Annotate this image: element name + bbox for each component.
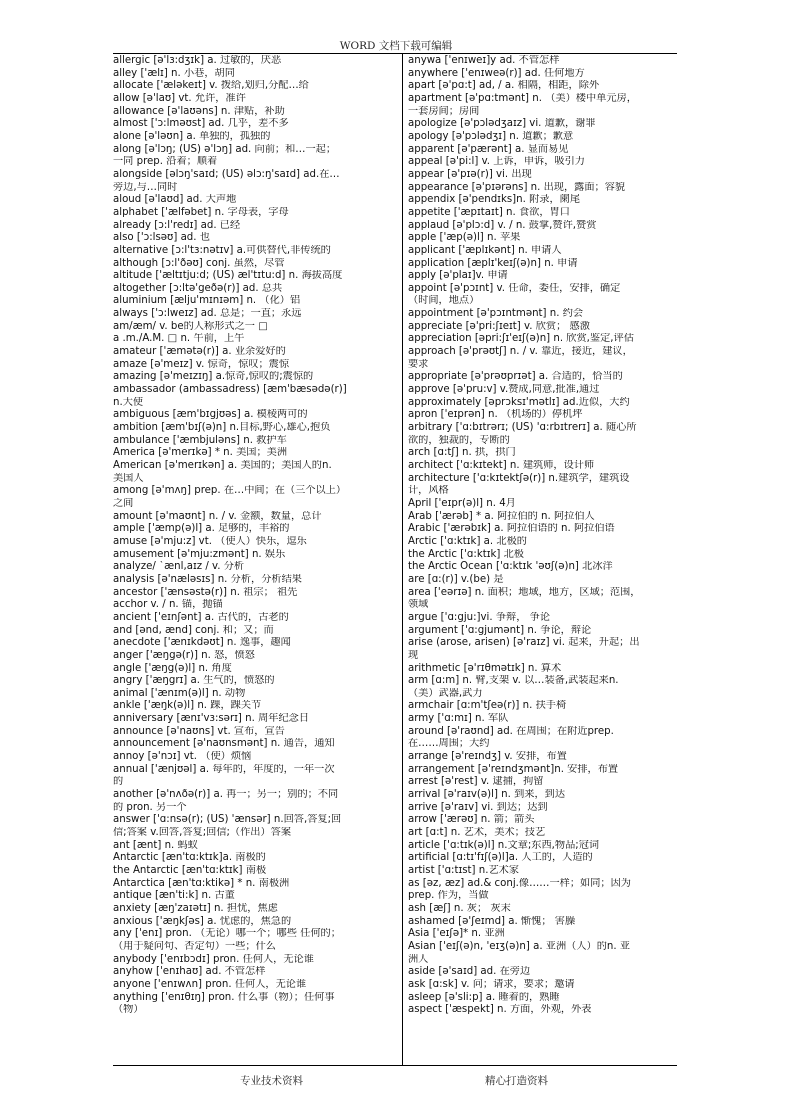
entry-line: ambiguous [æm'bɪgjʊəs] a. 模棱两可的 xyxy=(113,409,308,421)
entry-line: alphabet ['ælfəbet] n. 字母表，字母 xyxy=(113,206,289,218)
entry-line: arbitrary ['ɑ:bɪtrərɪ; (US) 'ɑ:rbɪtrerɪ] a. 随心所 xyxy=(408,422,637,434)
entry-line: amuse [ə'mju:z] vt. （使人）快乐，逗乐 xyxy=(113,535,307,547)
entry-line: article ['ɑ:tɪk(ə)l] n.文章;东西,物品;冠词 xyxy=(408,839,600,851)
entry-line: aloud [ə'laʊd] ad. 大声地 xyxy=(113,194,237,206)
entry-line: ancient ['eɪnʃənt] a. 古代的，古老的 xyxy=(113,611,289,623)
entry-line: 要求 xyxy=(408,358,429,370)
entry-line: appropriate [ə'prəʊprɪət] a. 合适的，恰当的 xyxy=(408,371,623,383)
entry-line: ambassador (ambassadress) [æm'bæsədə(r)] xyxy=(113,384,347,396)
entry-line: announcement [ə'naʊnsmənt] n. 通告，通知 xyxy=(113,738,335,750)
right-column xyxy=(408,55,676,1017)
entry-line: approach [ə'prəʊtʃ] n. / v. 靠近，接近，建议， xyxy=(408,346,633,358)
entry-line: amateur ['æmətə(r)] a. 业余爱好的 xyxy=(113,346,286,358)
entry-line: appointment [ə'pɔɪntmənt] n. 约会 xyxy=(408,308,584,320)
entry-line: 的 pron. 另一个 xyxy=(113,801,187,813)
entry-line: arrow ['ærəʊ] n. 箭；箭头 xyxy=(408,814,535,826)
entry-line: 领域 xyxy=(408,599,429,611)
entry-line: are [ɑ:(r)] v.(be) 是 xyxy=(408,573,504,585)
entry-line: arrive [ə'raɪv] vi. 到达；达到 xyxy=(408,801,548,813)
entry-line: announce [ə'naʊns] vt. 宣布，宣告 xyxy=(113,725,285,737)
entry-line: apartment [ə'pɑ:tmənt] n. （美）楼中单元房， xyxy=(408,92,637,104)
entry-line: argue ['ɑ:gju:]vi. 争辩， 争论 xyxy=(408,611,551,623)
entry-line: 一套房间；房间 xyxy=(408,105,480,117)
entry-line: and [ənd, ænd] conj. 和；又；而 xyxy=(113,624,274,636)
entry-line: as [əz, æz] ad.& conj.像……一样；如同；因为 xyxy=(408,877,631,889)
entry-line: applicant ['æplɪkənt] n. 申请人 xyxy=(408,244,562,256)
entry-line: Antarctica [æn'tɑ:ktikə] * n. 南极洲 xyxy=(113,877,290,889)
entry-line: applaud [ə'plɔ:d] v. / n. 鼓掌,赞许,赞赏 xyxy=(408,219,597,231)
entry-line: anyone ['enɪwʌn] pron. 任何人，无论谁 xyxy=(113,978,307,990)
entry-line: anniversary [ænɪ'vɜ:sərɪ] n. 周年纪念日 xyxy=(113,713,310,725)
entry-line: ambulance ['æmbjuləns] n. 救护车 xyxy=(113,434,287,446)
entry-line: ankle ['æŋk(ə)l] n. 踝，踝关节 xyxy=(113,700,262,712)
entry-line: amusement [ə'mju:zmənt] n. 娱乐 xyxy=(113,548,286,560)
entry-line: analysis [ə'næləsɪs] n. 分析，分析结果 xyxy=(113,573,302,585)
entry-line: ash [æʃ] n. 灰； 灰末 xyxy=(408,902,511,914)
entry-line: American [ə'merɪkən] a. 美国的；美国人的n. xyxy=(113,460,332,471)
entry-line: anybody ['enɪbɔdɪ] pron. 任何人，无论谁 xyxy=(113,953,314,965)
entry-line: appoint [ə'pɔɪnt] v. 任命，委任，安排，确定 xyxy=(408,282,621,294)
entry-line: 在……周围；大约 xyxy=(408,738,490,750)
entry-line: ambition [æm'bɪʃ(ə)n] n.目标,野心,雄心,抱负 xyxy=(113,422,331,434)
entry-line: anxiety [æŋ'zaɪətɪ] n. 担忧，焦虑 xyxy=(113,902,278,914)
footer-right: 精心打造资料 xyxy=(485,1075,548,1087)
entry-line: anything ['enɪθɪŋ] pron. 什么事（物）；任何事 xyxy=(113,991,335,1003)
left-column xyxy=(113,55,396,1017)
entry-line: anger ['æŋgə(r)] n. 怒，愤怒 xyxy=(113,649,255,661)
entry-line: art [ɑ:t] n. 艺术，美术；技艺 xyxy=(408,827,546,839)
entry-line: a .m./A.M. □ n. 午前，上午 xyxy=(113,333,245,345)
entry-line: April ['eɪpr(ə)l] n. 4月 xyxy=(408,497,516,509)
entry-line: 现 xyxy=(408,649,419,661)
entry-line: aspect ['æspekt] n. 方面，外观，外表 xyxy=(408,1004,592,1016)
entry-line: along [ə'lɔŋ; (US) ə'lɔŋ] ad. 向前；和…一起； xyxy=(113,143,337,155)
entry-line: always ['ɔ:lweɪz] ad. 总是；一直；永远 xyxy=(113,308,302,320)
entry-line: 美国人 xyxy=(113,472,144,484)
entry-line: （物） xyxy=(113,1004,144,1016)
footer-left: 专业技术资料 xyxy=(240,1075,303,1087)
entry-line: angle ['æŋg(ə)l] n. 角度 xyxy=(113,662,232,674)
entry-line: amount [ə'maʊnt] n. / v. 金额，数量，总计 xyxy=(113,510,322,522)
entry-line: architect ['ɑ:kɪtekt] n. 建筑师，设计师 xyxy=(408,460,595,471)
entry-line: allow [ə'laʊ] vt. 允许，准许 xyxy=(113,92,246,104)
entry-line: aluminium [ælju'mɪnɪəm] n. （化）铝 xyxy=(113,295,301,307)
entry-line: appreciate [ə'pri:ʃɪeɪt] v. 欣赏； 感激 xyxy=(408,320,590,332)
entry-line: arrival [ə'raɪv(ə)l] n. 到来，到达 xyxy=(408,789,566,801)
page-header: WORD 文档下载可编辑 xyxy=(339,40,453,52)
entry-line: apology [ə'pɔlədʒɪ] n. 道歉；歉意 xyxy=(408,130,574,142)
entry-line: army ['ɑ:mɪ] n. 军队 xyxy=(408,713,509,725)
entry-line: apart [ə'pɑ:t] ad, / a. 相隔，相距，除外 xyxy=(408,80,600,92)
entry-line: arithmetic [ə'rɪθmətɪk] n. 算术 xyxy=(408,662,562,674)
entry-line: anywa ['enɪweɪ]y ad. 不管怎样 xyxy=(408,55,560,66)
entry-line: 旁边,与…同时 xyxy=(113,181,178,193)
entry-line: analyze/ `ænl,aɪz / v. 分析 xyxy=(113,561,245,573)
entry-line: arm [ɑ:m] n. 臂,支架 v. 以…装备,武装起来n. xyxy=(408,675,619,687)
entry-line: acchor v. / n. 锚，抛锚 xyxy=(113,599,223,611)
entry-line: Arab ['ærəb] * a. 阿拉伯的 n. 阿拉伯人 xyxy=(408,510,595,522)
bottom-rule xyxy=(113,1065,677,1066)
entry-line: arise (arose, arisen) [ə'raɪz] vi. 起来，升起；出 xyxy=(408,637,640,649)
entry-line: any ['enɪ] pron. （无论）哪一个；哪些 任何的； xyxy=(113,928,341,940)
entry-line: alley ['ælɪ] n. 小巷，胡同 xyxy=(113,67,235,79)
entry-line: asleep [ə'sli:p] a. 睡着的，熟睡 xyxy=(408,991,560,1003)
entry-line: approximately [əprɔksɪ'mətlɪ] ad.近似，大约 xyxy=(408,396,630,408)
entry-line: allergic [ə'lɜ:dʒɪk] a. 过敏的，厌恶 xyxy=(113,55,282,66)
entry-line: alone [ə'ləʊn] a. 单独的，孤独的 xyxy=(113,130,271,142)
entry-line: Arctic ['ɑ:ktɪk] a. 北极的 xyxy=(408,535,527,547)
entry-line: the Antarctic [æn'tɑ:ktɪk] 南极 xyxy=(113,865,267,876)
entry-line: anywhere ['enɪweə(r)] ad. 任何地方 xyxy=(408,67,585,79)
entry-line: Asia ['eɪʃə]* n. 亚洲 xyxy=(408,928,505,940)
entry-line: almost ['ɔ:lməʊst] ad. 几乎，差不多 xyxy=(113,118,289,130)
entry-line: answer ['ɑ:nsə(r); (US) 'ænsər] n.回答,答复;回 xyxy=(113,814,342,826)
entry-line: artist ['ɑ:tɪst] n.艺术家 xyxy=(408,865,520,876)
entry-line: 计，风格 xyxy=(408,485,449,497)
entry-line: America [ə'merɪkə] * n. 美国；美洲 xyxy=(113,447,288,459)
entry-line: anecdote ['ænɪkdəʊt] n. 逸事，趣闻 xyxy=(113,637,291,649)
entry-line: allocate ['æləkeɪt] v. 拨给,划归,分配…给 xyxy=(113,80,309,92)
entry-line: alternative [ɔ:l'tɜ:nətɪv] a.可供替代,非传统的 xyxy=(113,244,331,256)
entry-line: Arabic ['ærəbɪk] a. 阿拉伯语的 n. 阿拉伯语 xyxy=(408,523,615,535)
entry-line: ant [ænt] n. 蚂蚁 xyxy=(113,839,198,851)
entry-line: apply [ə'plaɪ]v. 申请 xyxy=(408,270,508,282)
entry-line: ample ['æmp(ə)l] a. 足够的，丰裕的 xyxy=(113,523,290,535)
entry-line: another [ə'nʌðə(r)] a. 再一；另一；别的；不同 xyxy=(113,789,339,801)
entry-line: alongside [əlɔŋ'saɪd; (US) əlɔ:ŋ'saɪd] ad.在… xyxy=(113,168,340,180)
entry-line: apologize [ə'pɔlədʒaɪz] vi. 道歉，谢罪 xyxy=(408,118,596,130)
entry-line: armchair [ɑ:m'tʃeə(r)] n. 扶手椅 xyxy=(408,700,567,712)
entry-line: area ['eərɪə] n. 面积；地域，地方，区域；范围， xyxy=(408,586,641,598)
entry-line: Asian ['eɪʃ(ə)n, 'eɪʒ(ə)n] a. 亚洲（人）的n. 亚 xyxy=(408,940,631,952)
entry-line: around [ə'raʊnd] ad. 在周围；在附近prep. xyxy=(408,725,614,737)
entry-line: 洲人 xyxy=(408,953,429,965)
entry-line: ask [ɑ:sk] v. 问；请求，要求；邀请 xyxy=(408,978,575,990)
entry-line: among [ə'mʌŋ] prep. 在…中间；在（三个以上） xyxy=(113,485,347,497)
entry-line: appetite ['æpɪtaɪt] n. 食欲，胃口 xyxy=(408,206,570,218)
entry-line: arrangement [ə'reɪndʒmənt]n. 安排，布置 xyxy=(408,763,619,775)
entry-line: approve [ə'pru:v] v.赞成,同意,批准,通过 xyxy=(408,384,600,396)
entry-line: Antarctic [æn'tɑ:ktɪk]a. 南极的 xyxy=(113,852,266,864)
entry-line: appendix [ə'pendɪks]n. 附录，阑尾 xyxy=(408,194,581,206)
entry-line: arrest [ə'rest] v. 逮捕，拘留 xyxy=(408,776,544,788)
entry-line: am/æm/ v. be的人称形式之一 □ xyxy=(113,320,268,332)
entry-line: altitude ['æltɪtju:d; (US) æl'tɪtu:d] n. 海拔高度 xyxy=(113,270,343,282)
top-rule xyxy=(113,53,677,54)
entry-line: appearance [ə'pɪərəns] n. 出现，露面；容貌 xyxy=(408,181,626,193)
entry-line: 的 xyxy=(113,776,124,788)
entry-line: 之间 xyxy=(113,497,134,509)
entry-line: altogether [ɔ:ltə'geðə(r)] ad. 总共 xyxy=(113,282,283,294)
entry-line: although [ɔ:l'ðəʊ] conj. 虽然，尽管 xyxy=(113,257,285,269)
entry-line: the Arctic Ocean ['ɑ:ktɪk 'əʊʃ(ə)n] 北冰洋 xyxy=(408,561,613,573)
entry-line: architecture ['ɑ:kɪtektʃə(r)] n.建筑学，建筑设 xyxy=(408,472,630,484)
entry-line: appear [ə'pɪə(r)] vi. 出现 xyxy=(408,168,532,180)
entry-line: arrange [ə'reɪndʒ] v. 安排，布置 xyxy=(408,751,567,763)
entry-line: artificial [ɑ:tɪ'fɪʃ(ə)l]a. 人工的，人造的 xyxy=(408,852,593,864)
entry-line: appreciation [əpri:ʃɪ'eɪʃ(ə)n] n. 欣赏,鉴定,评估 xyxy=(408,333,634,345)
entry-line: amaze [ə'meɪz] v. 惊奇，惊叹；震惊 xyxy=(113,358,290,370)
column-divider xyxy=(402,53,403,1065)
entry-line: animal ['ænɪm(ə)l] n. 动物 xyxy=(113,687,246,699)
entry-line: annual ['ænjʊəl] a. 每年的，年度的，一年一次 xyxy=(113,763,335,775)
entry-line: appeal [ə'pi:l] v. 上诉，申诉，吸引力 xyxy=(408,156,585,168)
entry-line: prep. 作为，当做 xyxy=(408,890,489,902)
entry-line: 欲的，独裁的，专断的 xyxy=(408,434,510,446)
entry-line: also ['ɔ:lsəʊ] ad. 也 xyxy=(113,232,210,244)
entry-line: apparent [ə'pærənt] a. 显而易见 xyxy=(408,143,569,155)
entry-line: argument ['ɑ:gjumənt] n. 争论，辩论 xyxy=(408,624,592,636)
entry-line: anxious ['æŋkʃəs] a. 忧虑的，焦急的 xyxy=(113,915,292,927)
entry-line: apple ['æp(ə)l] n. 苹果 xyxy=(408,232,521,244)
entry-line: n.大使 xyxy=(113,396,144,408)
entry-line: （时间，地点） xyxy=(408,295,480,307)
entry-line: antique [æn'ti:k] n. 古董 xyxy=(113,890,235,902)
entry-line: application [æplɪ'keɪʃ(ə)n] n. 申请 xyxy=(408,257,578,269)
entry-line: the Arctic ['ɑ:ktɪk] 北极 xyxy=(408,548,524,560)
entry-line: aside [ə'saɪd] ad. 在旁边 xyxy=(408,966,531,978)
entry-line: already [ɔ:l'redɪ] ad. 已经 xyxy=(113,219,241,231)
entry-line: apron ['eɪprən] n. （机场的）停机坪 xyxy=(408,409,583,421)
entry-line: annoy [ə'nɔɪ] vt. （使）烦恼 xyxy=(113,751,252,763)
entry-line: ancestor ['ænsəstə(r)] n. 祖宗； 祖先 xyxy=(113,586,298,598)
entry-line: arch [ɑ:tʃ] n. 拱，拱门 xyxy=(408,447,516,459)
entry-line: （美）武器,武力 xyxy=(408,687,483,699)
entry-line: allowance [ə'laʊəns] n. 津贴，补助 xyxy=(113,105,285,117)
entry-line: amazing [ə'meɪzɪŋ] a.惊奇,惊叹的;震惊的 xyxy=(113,371,314,383)
entry-line: （用于疑问句、否定句）一些；什么 xyxy=(113,940,276,952)
entry-line: anyhow ['enɪhaʊ] ad. 不管怎样 xyxy=(113,966,266,978)
entry-line: 一同 prep. 沿着；顺着 xyxy=(113,156,218,168)
entry-line: 信;答案 v.回答,答复;回信;（作出）答案 xyxy=(113,827,292,839)
entry-line: angry ['æŋgrɪ] a. 生气的，愤怒的 xyxy=(113,675,275,687)
entry-line: ashamed [ə'ʃeɪmd] a. 惭愧； 害臊 xyxy=(408,915,576,927)
